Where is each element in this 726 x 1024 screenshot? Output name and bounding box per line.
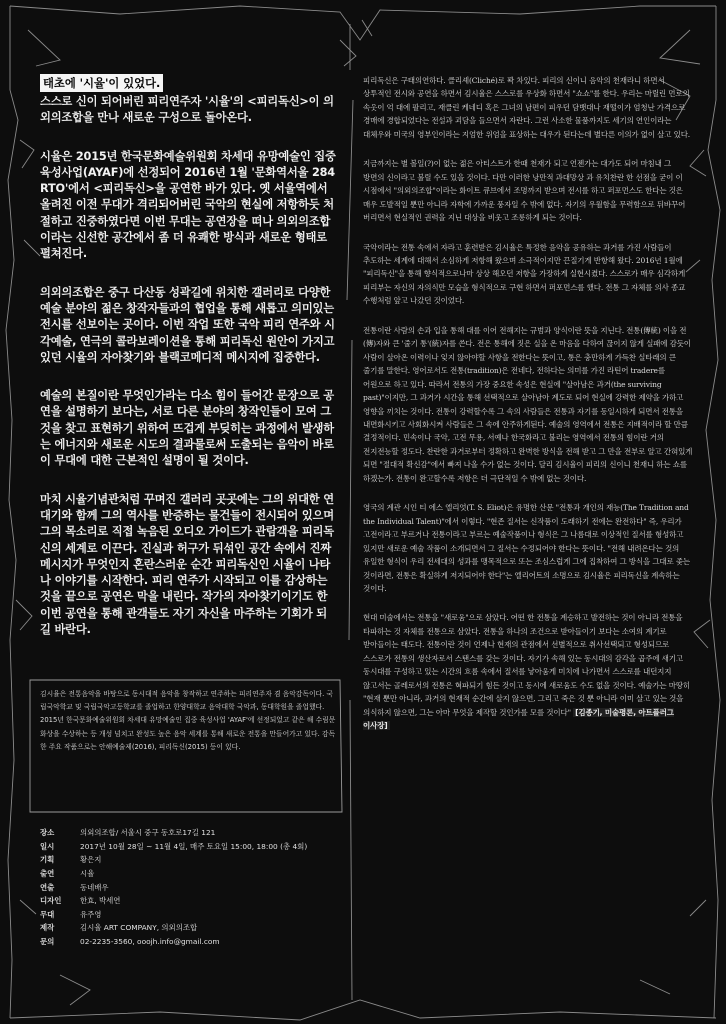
info-label: 문의 (40, 937, 55, 947)
essay-paragraph-4: 전통이란 사람의 손과 입을 통해 대를 이어 전해지는 규범과 양식이란 뜻을 지닌다. 전통(傳統) 이을 전(傳)자와 큰 '줄기 통'(統)자를 쓴다. 전은 통해에 짓은 실을 온 마음을 다하여 끊이지 않게 실패에 감듯이 사람이 살아온 이력이나 잊지 않아야할 사항을 전한다는 뜻이고, 통은 충만하게 가득찬 실타래의 큰 줄기를 말한다. 영어로서도 전통(tradition)은 전네다, 전하다는 의미를 가진 라틴어 tradere를 어원으로 하고 있다. 따라서 전통의 가장 중요한 속성은 현실에 "살아남은 과거(the surviving past)"이지만, 그 과거가 시간을 통해 선택적으로 살아남아 계도로 되어 현실에 강력한 제약을 가하고 영향을 끼치는 것이다. 전통이 강력할수록 그 속의 사람들은 전통과 자기를 동일시하게 되면서 전통을 내면화시키고 사회화시켜 사람들은 그 속에 안주하게된다. 예술의 영역에서 전통은 지배적이라 할 만큼 결정적이다. 민속이나 국악, 고전 무용, 서예나 한국화라고 불리는 영역에서 전통의 힘이란 거의 전지전능할 정도다. 찬란한 과거로부터 정확하고 완벽한 방식을 전해 받고 그 만을 전부로 알고 간혀있게 되면 "절대적 확신감"에서 빠져 나올 수가 없는 것이다. 달리 김시율이 피리의 신이니 천재니 하는 쇼를 하겠는가. 전통이 완고할수록 저항은 더 극단적일 수 밖에 없는 것이다. (363, 325, 693, 483)
info-value: 유주영 (80, 909, 102, 919)
intro-paragraph-5: 마치 시율기념관처럼 꾸며진 갤러리 곳곳에는 그의 위대한 연대기와 함께 그의 역사를 반증하는 물건들이 전시되어 있으며 그의 목소리로 직접 녹음된 오디오 가이드가 관람객을 피리독신의 세계로 이끈다. 진실과 허구가 뒤섞인 공간 속에서 진짜 메시지가 무엇인지 혼란스러운 순간 피리독신인 시율이 나타나 이야기를 시작한다. 피리 연주가 시작되고 이를 감상하는 것을 끝으로 공연은 막을 내린다. 작가의 자아찾기이기도 한 이번 공연을 통해 관객들도 자기 자신을 마주하는 기회가 되길 바란다. (40, 492, 334, 637)
intro-column (40, 72, 336, 660)
essay-credit: [김종기, 미술평론, 아트플러그 이사장] (363, 707, 674, 731)
headline: 태초에 '시율'이 있었다. (40, 74, 163, 92)
info-value: 시율 (80, 869, 95, 879)
intro-paragraph-2: 시율은 2015년 한국문화예술위원회 차세대 유망예술인 집중육성사업(AYAF)에 선정되어 2016년 1월 '문화역서울 284 RTO'에서 <피리독신>을 공연한 바가 있다. 옛 서울역에서 올려진 이전 무대가 격리되어버린 국악의 현실에 저항하듯 처절하고 진중하였다면 이번 무대는 공연장을 떠나 의외의조합이라는 신선한 공간에서 좀 더 유쾌한 방식과 새로운 형태로 펼쳐진다. (40, 149, 336, 261)
essay-paragraph-1: 피리독신은 구태의연하다. 클리셰(Cliché)로 꽉 차있다. 피리의 신이니 음악의 천재라니 하면서 상투적인 전시와 공연을 하면서 김시율은 스스로를 우상화 하면서 "쇼쇼"를 한다. 우리는 마릴린 먼로의 속옷이 억 대에 팔리고, 재클린 케네디 혹은 그녀의 남편이 피우던 담뱃대나 재떨이가 엄청난 가격으로 경매에 경합되었다는 전설과 괴담을 들으면서 자란다. 그런 사소한 물품까지도 세기의 연인이라는 대체우와 미국의 영부인이라는 지엄한 위엄을 표상하는 대우가 된다는데 별다른 이의가 없이 살고 있다. (363, 76, 691, 139)
info-label: 기획 (40, 855, 55, 865)
info-row-production (40, 921, 340, 935)
info-row-planning (40, 853, 340, 867)
essay-paragraph-6-text: 현대 미술에서는 전통을 "새로움"으로 삼았다. 어떤 한 전통을 계승하고 발전하는 것이 아니라 전통을 타파하는 것 자체를 전통으로 삼았다. 전통을 하나의 조건으로 받아들이기 보다는 소여의 계기로 받아들이는 태도다. 전통이란 것이 언제나 현재의 관점에서 선별적으로 취사선택되고 형성되므로 스스로가 전통의 생산자로서 스탠스를 갖는 것이다. 자기가 속해 있는 동시대의 감각을 곱주에 새기고 동시대를 구성하고 있는 시간의 흐름 속에서 질서를 낳아움게 미치에 나가면서 스스로를 내던지지 않고서는 골레로서의 전통은 혁파되기 힘든 것이고 동시에 새로움도 수도 없을 것이다. 예술가는 마땅히 "현재 뿐만 아니라, 과거의 현재적 순간에 살지 않으면, 그리고 죽은 것 뿐 아니라 이미 살고 있는 것을 의식하지 않으면, 그는 아마 무엇을 제작할 것인가를 모를 것이다" (363, 613, 691, 717)
info-row-stage (40, 908, 340, 922)
intro-paragraph-1: 스스로 신이 되어버린 피리연주자 '시율'의 <피리독신>이 의외의조합을 만나 새로운 구성으로 돌아온다. (40, 95, 334, 125)
intro-paragraph-3: 의외의조합은 중구 다산동 성곽길에 위치한 갤러리로 다양한 예술 분야의 젊은 창작자들과의 협업을 통해 새롭고 의미있는 전시를 선보이는 곳이다. 이번 작업 또한 국악 피리 연주와 시각예술, 연극의 콜라보레이션을 통해 피리독신 원안이 가지고 있던 시율의 자아찾기와 블랙코메디적 메시지에 집중한다. (40, 285, 335, 364)
artist-profile: 김시율은 전통음악을 바탕으로 동시대적 음악을 창작하고 연주하는 피리연주자 겸 음악감독이다. 국립국악학교 및 국립국악고등학교를 졸업하고 한양대학교 음악대학 국악과, 동대학원을 졸업했다. 2015년 한국문화예술위원회 차세대 유망예술인 집중 육성사업 'AYAF'에 선정되었고 같은 해 수림문화상을 수상하는 등 개성 넘치고 완성도 높은 음악 세계를 통해 새로운 전통을 만들어가고 있다. 감독한 주요 작품으로는 안해예술제(2016), 피리독신(2015) 등이 있다. (40, 690, 336, 751)
essay-paragraph-2: 지금까지는 별 볼일(?)이 없는 젊은 아티스트가 한때 천재가 되고 언젠가는 대가도 되어 마침내 그 방면의 신이라고 불릴 수도 있을 것이다. 다만 이러한 낭만적 과대망상 과 유치찬란 한 선점을 굳이 이 시점에서 "의외의조합"이라는 화이트 큐브에서 조명까지 받으며 전시를 하고 퍼포먼스도 한다는 것은 매우 도발적일 뿐만 아니라 자학에 가까운 풍자일 수 밖에 없다. 자기의 우월함을 무력함으로 뒤바꾸어 버리면서 현실적인 권력을 지닌 대상을 비웃고 조롱하게 되는 것이다. (363, 159, 686, 223)
info-row-date (40, 840, 340, 854)
info-value: 한효, 박세연 (80, 896, 121, 906)
info-row-design (40, 894, 340, 908)
essay-paragraph-5: 영국의 계관 시인 티 에스 엘리엇(T. S. Eliot)은 유명한 산문 "전통과 개인의 재능(The Tradition and the Individual Talent)"에서 이렇다. "현존 질서는 신작품이 도래하기 전에는 완전하다" 즉, 우리가 고전이라고 부르거나 전통이라고 부르는 예술작품이나 형식은 그 나름대로 이상적인 질서를 형성하고 있지만 새로운 예술 작품이 소개되면서 그 질서는 수정되어야 한다는 뜻이다. "전해 내려온다는 것의 유일한 형식이 우리 전세대의 성과를 맹목적으로 또는 조심스럽게 그에 집착하여 그 방식을 그대로 좇는 것이라면, 전통은 확실하게 저지되어야 한다"는 엘리어트의 소명으로 김시율은 피리독신을 계속하는 것이다. (363, 503, 691, 593)
info-value: 02-2235-3560, ooojh.info@gmail.com (80, 937, 220, 947)
info-label: 무대 (40, 909, 55, 919)
info-label: 디자인 (40, 896, 62, 906)
info-value: 의외의조합/ 서울시 중구 동호로17길 121 (80, 828, 216, 838)
event-info-list (40, 826, 340, 948)
info-value: 황은지 (80, 855, 102, 865)
essay-column (363, 74, 693, 748)
info-value: 2017년 10월 28일 ~ 11월 4일, 매주 토요일 15:00, 18:00 (총 4회) (80, 841, 308, 851)
essay-paragraph-3: 국악이라는 전통 속에서 자라고 훈련받은 김시율은 특정한 음악을 공유하는 과거를 가진 사람들이 추도하는 세계에 대해서 소심하게 저항해 왔으며 소극적이지만 끈질기게 반항해 왔다. 2016년 1월에 "피리독신"을 통해 향식적으로나마 상상 해오던 저항을 가장하게 실현시켰다. 스스로가 매우 심각하게 피리부는 자신의 자의식만 모습을 형식적으로 구현 하면서 퍼포먼스를 했다. 전통 그 자체를 의사 종교 수행처럼 앞고 나갔던 것이었다. (363, 242, 686, 306)
essay-paragraph-6 (363, 611, 693, 732)
info-label: 장소 (40, 828, 55, 838)
info-row-director (40, 880, 340, 894)
info-row-venue (40, 826, 340, 840)
info-label: 일시 (40, 841, 55, 851)
info-label: 연출 (40, 882, 55, 892)
info-value: 동네배우 (80, 882, 109, 892)
info-label: 출연 (40, 869, 55, 879)
intro-paragraph-4: 예술의 본질이란 무엇인가라는 다소 힘이 들어간 문장으로 공연을 설명하기 보다는, 서로 다른 분야의 창작인들이 모여 그것을 찾고 표현하기 위하여 뜨겁게 부딪히는 과정에서 발생하는 에너지와 새로운 시도의 결과물로써 도출되는 음악이 바로 이 무대에 대한 근본적인 설명이 될 것이다. (40, 389, 334, 468)
info-row-contact (40, 935, 340, 949)
info-label: 제작 (40, 923, 55, 933)
info-row-cast (40, 867, 340, 881)
info-value: 김시율 ART COMPANY, 의외의조합 (80, 923, 198, 933)
